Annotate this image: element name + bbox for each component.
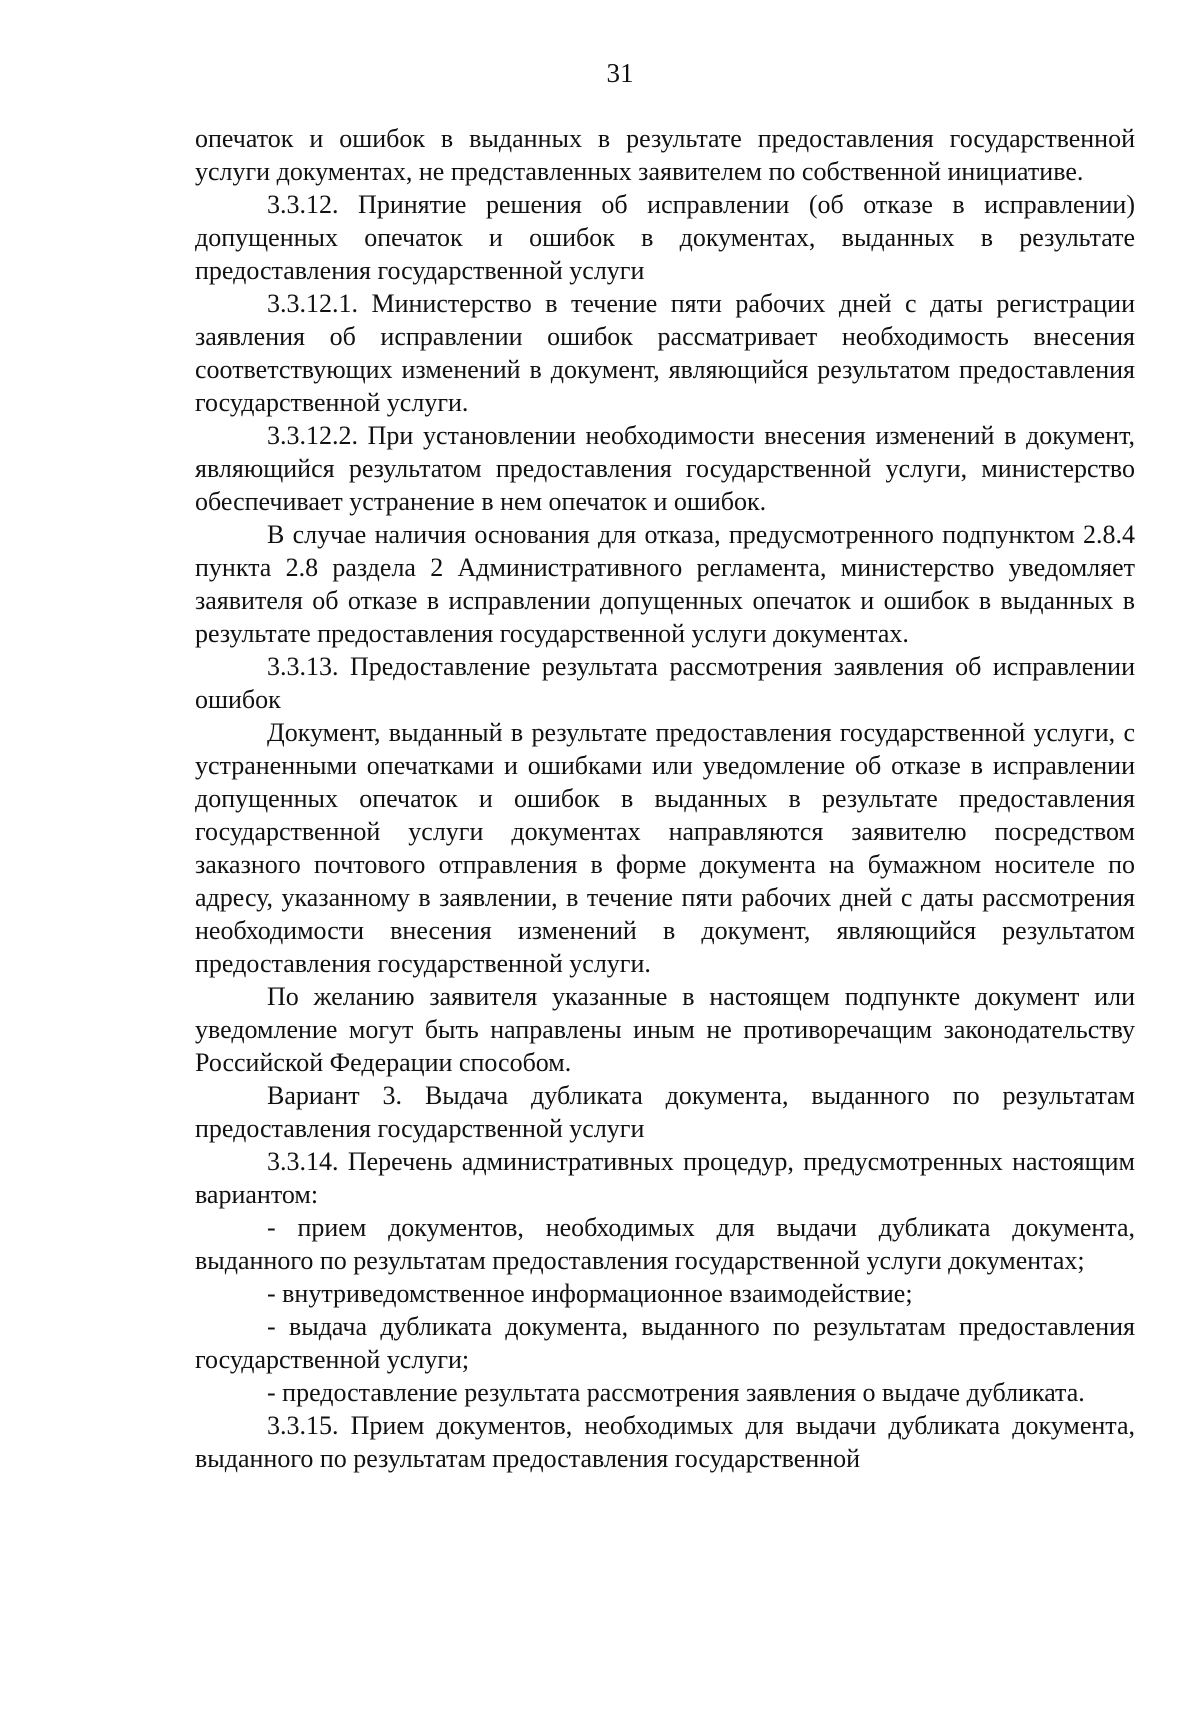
paragraph-variant-3: Вариант 3. Выдача дубликата документа, выданного по результатам предоставления государственной услуги: [195, 1081, 1135, 1143]
list-item-interaction: - внутриведомственное информационное взаимодействие;: [267, 1279, 913, 1308]
page-number: 31: [606, 58, 634, 88]
list-item-issuance: - выдача дубликата документа, выданного по результатам предоставления государственной услуги;: [195, 1312, 1135, 1374]
paragraph-continuation: опечаток и ошибок в выданных в результате предоставления государственной услуги документах, не представленных заявителем по собственной инициативе.: [195, 124, 1135, 186]
paragraph-3-3-13: 3.3.13. Предоставление результата рассмотрения заявления об исправлении ошибок: [195, 652, 1135, 714]
document-body: [195, 122, 1135, 1475]
paragraph-document-issued: Документ, выданный в результате предоставления государственной услуги, с устраненными опечатками и ошибками или уведомление об отказе в исправлении допущенных опечаток и ошибок в выданных в результате предоставления государственной услуги документах направляются заявителю посредством заказного почтового отправления в форме документа на бумажном носителе по адресу, указанному в заявлении, в течение пяти рабочих дней с даты рассмотрения необходимости внесения изменений в документ, являющийся результатом предоставления государственной услуги.: [195, 718, 1135, 978]
list-item-result: - предоставление результата рассмотрения заявления о выдаче дубликата.: [267, 1378, 1085, 1407]
list-item-reception: - прием документов, необходимых для выдачи дубликата документа, выданного по результатам предоставления государственной услуги документах;: [195, 1213, 1135, 1275]
paragraph-refusal-case: В случае наличия основания для отказа, предусмотренного подпунктом 2.8.4 пункта 2.8 раздела 2 Административного регламента, министерство уведомляет заявителя об отказе в исправлении допущенных опечаток и ошибок в выданных в результате предоставления государственной услуги документах.: [195, 520, 1135, 648]
paragraph-3-3-12: 3.3.12. Принятие решения об исправлении (об отказе в исправлении) допущенных опечаток и ошибок в документах, выданных в результате предоставления государственной услуги: [195, 190, 1135, 285]
paragraph-applicant-wish: По желанию заявителя указанные в настоящем подпункте документ или уведомление могут быть направлены иным не противоречащим законодательству Российской Федерации способом.: [195, 982, 1135, 1077]
paragraph-3-3-12-2: 3.3.12.2. При установлении необходимости внесения изменений в документ, являющийся результатом предоставления государственной услуги, министерство обеспечивает устранение в нем опечаток и ошибок.: [195, 421, 1135, 516]
paragraph-3-3-12-1: 3.3.12.1. Министерство в течение пяти рабочих дней с даты регистрации заявления об исправлении ошибок рассматривает необходимость внесения соответствующих изменений в документ, являющийся результатом предоставления государственной услуги.: [195, 289, 1135, 417]
paragraph-3-3-14: 3.3.14. Перечень административных процедур, предусмотренных настоящим вариантом:: [195, 1147, 1135, 1209]
paragraph-3-3-15: 3.3.15. Прием документов, необходимых для выдачи дубликата документа, выданного по результатам предоставления государственной: [195, 1411, 1135, 1473]
